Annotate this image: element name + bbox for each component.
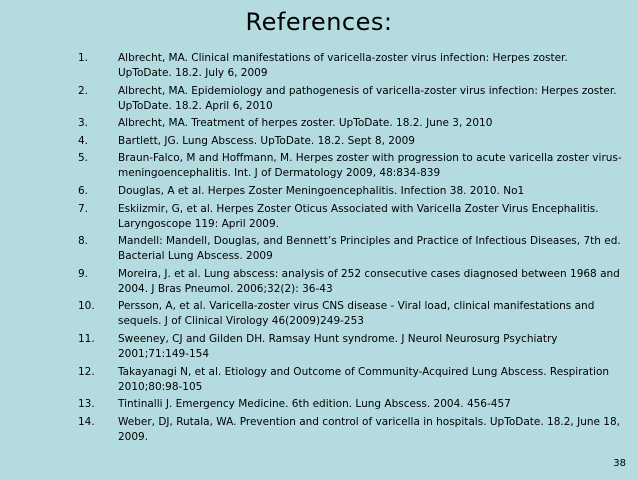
slide-title: References: xyxy=(245,8,393,36)
reference-item xyxy=(0,415,638,445)
reference-number: 14. xyxy=(78,415,95,428)
reference-item xyxy=(0,397,638,412)
reference-number: 6. xyxy=(78,184,89,197)
reference-item xyxy=(0,365,638,395)
reference-item xyxy=(0,299,638,329)
reference-number: 5. xyxy=(78,152,89,165)
reference-item xyxy=(0,234,638,264)
page-number: 38 xyxy=(613,458,626,469)
reference-item xyxy=(0,134,638,149)
reference-number: 13. xyxy=(78,398,95,411)
reference-number: 2. xyxy=(78,84,89,97)
reference-number: 11. xyxy=(78,332,95,345)
reference-number: 7. xyxy=(78,202,89,215)
reference-number: 1. xyxy=(78,52,89,64)
reference-number: 12. xyxy=(78,365,95,378)
reference-text: Moreira, J. et al. Lung abscess: analysis of 252 consecutive cases diagnosed between 1968 and 2004. J Bras Pneumol. 2006;32(2): 36-43 xyxy=(118,267,620,295)
reference-item xyxy=(0,51,638,81)
reference-text: Braun-Falco, M and Hoffmann, M. Herpes zoster with progression to acute varicella zoster virus-meningoencephalitis. Int. J of Dermatology 2009, 48:834-839 xyxy=(118,152,622,180)
reference-text: Sweeney, CJ and Gilden DH. Ramsay Hunt syndrome. J Neurol Neurosurg Psychiatry 2001;71:149-154 xyxy=(118,332,558,360)
reference-number: 9. xyxy=(78,267,89,280)
reference-item xyxy=(0,84,638,114)
reference-text: Eskiizmir, G, et al. Herpes Zoster Oticus Associated with Varicella Zoster Virus Encephalitis. Laryngoscope 119: April 2009. xyxy=(118,202,599,230)
reference-number: 4. xyxy=(78,134,89,147)
reference-text: Albrecht, MA. Treatment of herpes zoster. UpToDate. 18.2. June 3, 2010 xyxy=(118,117,493,130)
reference-item xyxy=(0,184,638,199)
reference-item xyxy=(0,151,638,181)
reference-item xyxy=(0,202,638,232)
reference-text: Weber, DJ, Rutala, WA. Prevention and control of varicella in hospitals. UpToDate. 18.2, June 18, 2009. xyxy=(118,415,621,443)
reference-item xyxy=(0,332,638,362)
reference-text: Persson, A, et al. Varicella-zoster virus CNS disease - Viral load, clinical manifestations and sequels. J of Clinical Virology 46(2009)249-253 xyxy=(118,300,595,328)
reference-text: Takayanagi N, et al. Etiology and Outcome of Community-Acquired Lung Abscess. Respiration 2010;80:98-105 xyxy=(118,365,610,393)
reference-text: Mandell: Mandell, Douglas, and Bennett’s Principles and Practice of Infectious Diseases, 7th ed. Bacterial Lung Abscess. 2009 xyxy=(118,235,621,263)
reference-item xyxy=(0,267,638,297)
reference-item xyxy=(0,116,638,131)
reference-text: Bartlett, JG. Lung Abscess. UpToDate. 18.2. Sept 8, 2009 xyxy=(118,134,415,147)
reference-number: 10. xyxy=(78,300,95,313)
reference-text: Albrecht, MA. Epidemiology and pathogenesis of varicella-zoster virus infection: Herpes zoster. UpToDate. 18.2. April 6, 2010 xyxy=(118,84,617,112)
reference-text: Albrecht, MA. Clinical manifestations of varicella-zoster virus infection: Herpes zoster. UpToDate. 18.2. July 6, 2009 xyxy=(118,52,568,79)
reference-number: 8. xyxy=(78,235,89,248)
reference-text: Tintinalli J. Emergency Medicine. 6th edition. Lung Abscess. 2004. 456-457 xyxy=(118,398,511,411)
reference-number: 3. xyxy=(78,117,89,130)
reference-text: Douglas, A et al. Herpes Zoster Meningoencephalitis. Infection 38. 2010. No1 xyxy=(118,184,525,197)
reference-list xyxy=(0,51,638,447)
